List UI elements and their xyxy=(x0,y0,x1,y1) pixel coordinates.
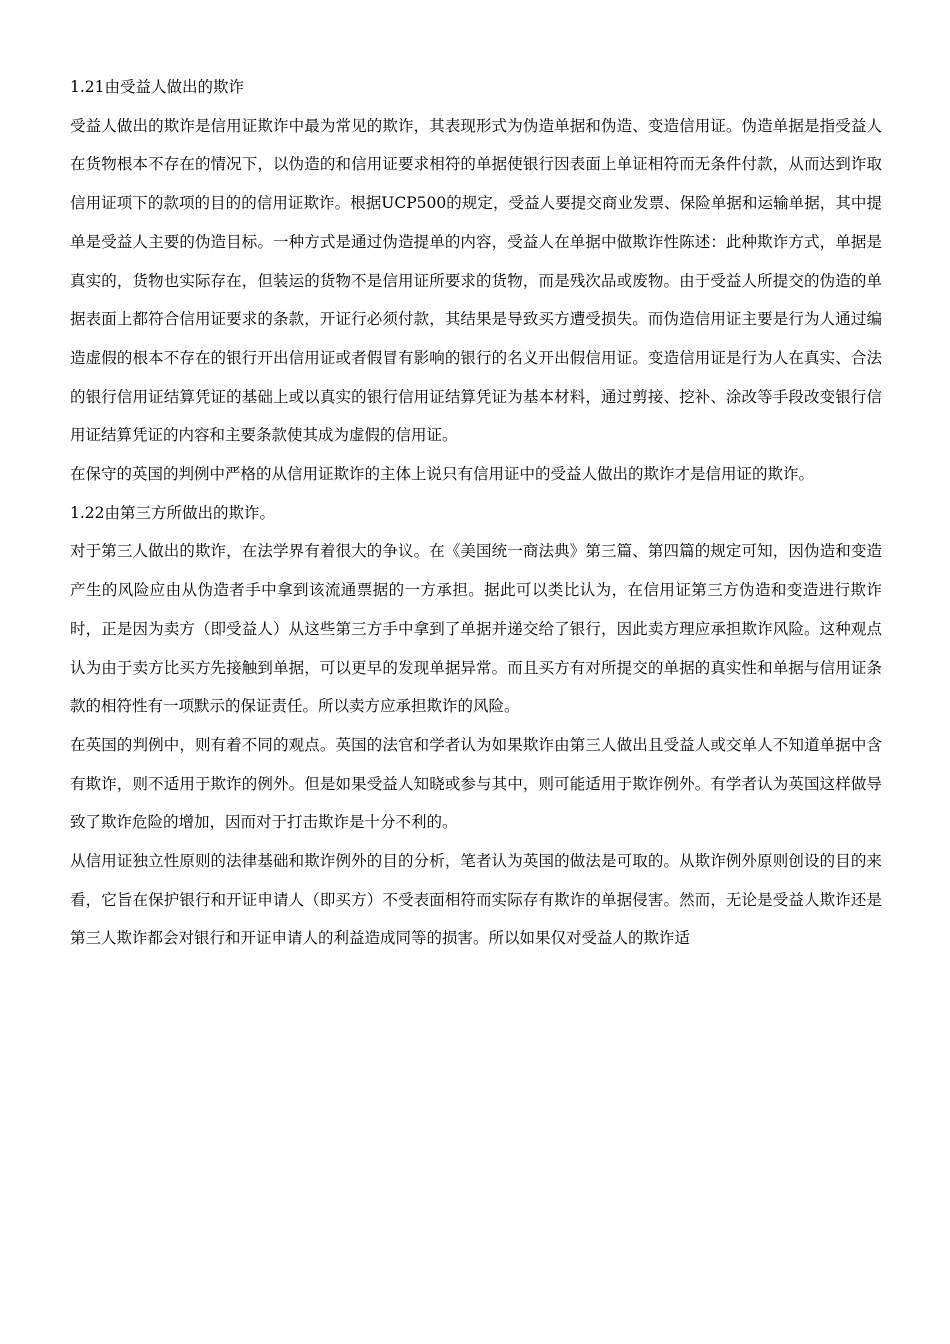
paragraph-beneficiary-fraud: 受益人做出的欺诈是信用证欺诈中最为常见的欺诈，其表现形式为伪造单据和伪造、变造信用证。伪造单据是指受益人在货物根本不存在的情况下，以伪造的和信用证要求相符的单据使银行因表面上单证相符而无条件付款，从而达到诈取信用证项下的款项的目的的信用证欺诈。根据UCP500的规定，受益人要提交商业发票、保险单据和运输单据，其中提单是受益人主要的伪造目标。一种方式是通过伪造提单的内容，受益人在单据中做欺诈性陈述：此种欺诈方式，单据是真实的，货物也实际存在，但装运的货物不是信用证所要求的货物，而是残次品或废物。由于受益人所提交的伪造的单据表面上都符合信用证要求的条款，开证行必须付款，其结果是导致买方遭受损失。而伪造信用证主要是行为人通过编造虚假的根本不存在的银行开出信用证或者假冒有影响的银行的名义开出假信用证。变造信用证是行为人在真实、合法的银行信用证结算凭证的基础上或以真实的银行信用证结算凭证为基本材料，通过剪接、挖补、涂改等手段改变银行信用证结算凭证的内容和主要条款使其成为虚假的信用证。 xyxy=(70,116,882,445)
paragraph-english-case-law: 在保守的英国的判例中严格的从信用证欺诈的主体上说只有信用证中的受益人做出的欺诈才是信用证的欺诈。 xyxy=(70,465,815,484)
paragraph-third-party-fraud: 对于第三人做出的欺诈，在法学界有着很大的争议。在《美国统一商法典》第三篇、第四篇的规定可知，因伪造和变造产生的风险应由从伪造者手中拿到该流通票据的一方承担。据此可以类比认为，在信用证第三方伪造和变造进行欺诈时，正是因为卖方（即受益人）从这些第三方手中拿到了单据并递交给了银行，因此卖方理应承担欺诈风险。这种观点认为由于卖方比买方先接触到单据，可以更早的发现单据异常。而且买方有对所提交的单据的真实性和单据与信用证条款的相符性有一项默示的保证责任。所以卖方应承担欺诈的风险。 xyxy=(70,542,882,716)
paragraph-author-analysis: 从信用证独立性原则的法律基础和欺诈例外的目的分析，笔者认为英国的做法是可取的。从欺诈例外原则创设的目的来看，它旨在保护银行和开证申请人（即买方）不受表面相符而实际存有欺诈的单据侵害。然而，无论是受益人欺诈还是第三人欺诈都会对银行和开证申请人的利益造成同等的损害。所以如果仅对受益人的欺诈适 xyxy=(70,852,882,948)
document-page xyxy=(70,68,882,958)
section-heading-1-22: 1.22由第三方所做出的欺诈。 xyxy=(70,503,276,522)
paragraph-english-view: 在英国的判例中，则有着不同的观点。英国的法官和学者认为如果欺诈由第三人做出且受益人或交单人不知道单据中含有欺诈，则不适用于欺诈的例外。但是如果受益人知晓或参与其中，则可能适用于欺诈例外。有学者认为英国这样做导致了欺诈危险的增加，因而对于打击欺诈是十分不利的。 xyxy=(70,735,882,832)
section-heading-1-21: 1.21由受益人做出的欺诈 xyxy=(70,78,245,96)
